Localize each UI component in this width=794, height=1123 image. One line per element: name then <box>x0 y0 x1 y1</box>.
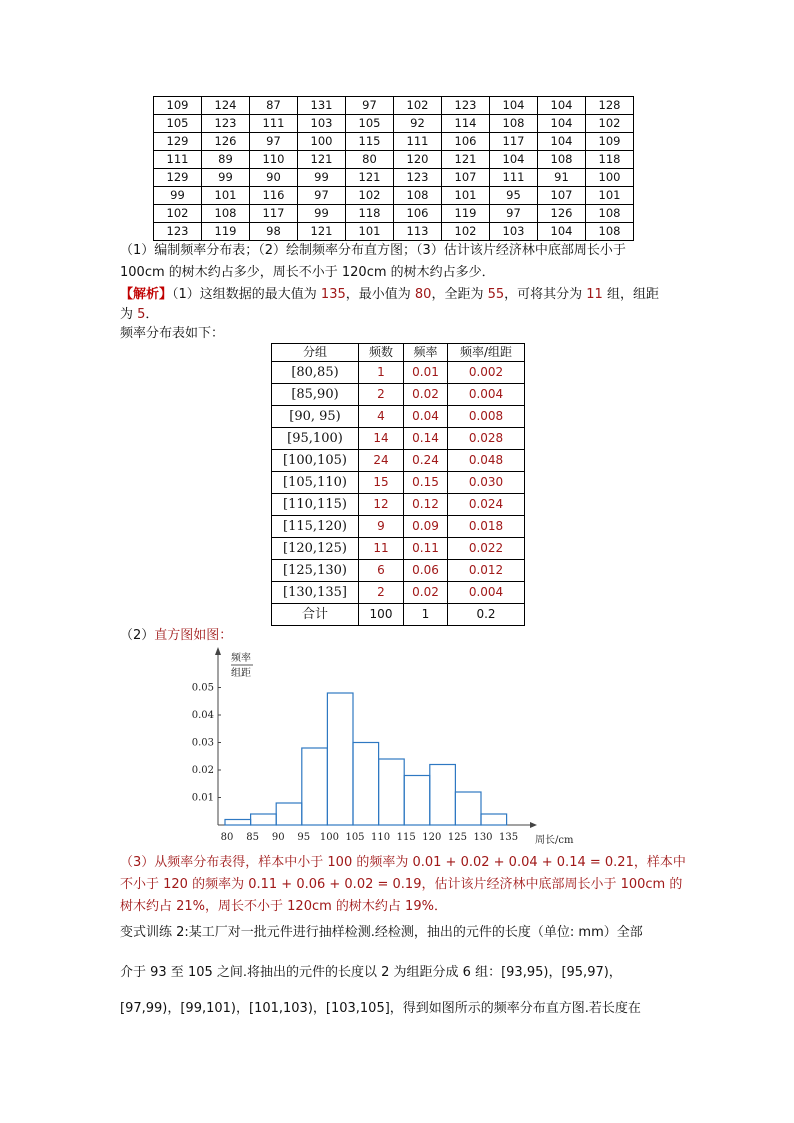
caption-text: 直方图如图： <box>154 628 233 643</box>
table-cell: 104 <box>490 97 538 115</box>
table-cell: 0.004 <box>448 582 525 604</box>
table-cell: 92 <box>394 115 442 133</box>
analysis-text: （1）这组数据的最大值为 <box>172 287 321 302</box>
table-cell: 119 <box>442 205 490 223</box>
histogram-bar <box>353 743 379 826</box>
table-cell: 108 <box>202 205 250 223</box>
table-cell: 0.12 <box>404 494 448 516</box>
table-cell: 0.04 <box>404 406 448 428</box>
table-cell: 97 <box>298 187 346 205</box>
table-cell: 0.2 <box>448 604 525 626</box>
table-cell: 121 <box>442 151 490 169</box>
table-cell: 109 <box>586 133 634 151</box>
table-cell: 111 <box>394 133 442 151</box>
table-cell: 0.09 <box>404 516 448 538</box>
table-cell: 合计 <box>272 604 359 626</box>
table-cell: 111 <box>154 151 202 169</box>
table-cell: 102 <box>154 205 202 223</box>
table-header-cell: 频数 <box>359 344 404 362</box>
table-cell: 108 <box>394 187 442 205</box>
table-cell: 97 <box>250 133 298 151</box>
table-cell: 117 <box>250 205 298 223</box>
table-header-cell: 分组 <box>272 344 359 362</box>
table-cell: 103 <box>298 115 346 133</box>
table-row <box>272 450 525 472</box>
table-cell: 108 <box>586 205 634 223</box>
table-row <box>272 428 525 450</box>
table-cell: 100 <box>298 133 346 151</box>
frequency-histogram <box>185 645 585 850</box>
table-cell: 0.14 <box>404 428 448 450</box>
x-tick-label: 95 <box>297 832 311 843</box>
x-axis-arrow <box>530 822 537 828</box>
table-cell: 102 <box>586 115 634 133</box>
analysis-line-1 <box>120 284 659 306</box>
table-cell: 102 <box>442 223 490 241</box>
table-cell: 99 <box>298 205 346 223</box>
table-cell: 110 <box>250 151 298 169</box>
table-cell: 2 <box>359 384 404 406</box>
table-cell: 131 <box>298 97 346 115</box>
part3-line-1: （3）从频率分布表得，样本中小于 100 的频率为 0.01 + 0.02 + 0.04 + 0.14 = 0.21，样本中 <box>120 855 686 870</box>
table-row <box>154 223 634 241</box>
table-cell: 123 <box>202 115 250 133</box>
table-cell: 1 <box>359 362 404 384</box>
histogram-bar <box>276 803 302 825</box>
table-cell: 80 <box>346 151 394 169</box>
analysis-text: ，全距为 <box>431 287 488 302</box>
table-cell: 106 <box>394 205 442 223</box>
histogram-bar <box>481 814 507 825</box>
table-cell: 101 <box>346 223 394 241</box>
table-cell: 97 <box>490 205 538 223</box>
table-header-cell: 频率/组距 <box>448 344 525 362</box>
table-cell: 116 <box>250 187 298 205</box>
table-cell: 101 <box>202 187 250 205</box>
table-cell: 6 <box>359 560 404 582</box>
histogram-bar <box>251 814 277 825</box>
table-cell: 12 <box>359 494 404 516</box>
table-cell: 102 <box>346 187 394 205</box>
table-cell: 108 <box>586 223 634 241</box>
table-cell: 106 <box>442 133 490 151</box>
table-cell: 14 <box>359 428 404 450</box>
table-cell: 100 <box>586 169 634 187</box>
table-row <box>154 115 634 133</box>
table-cell: 97 <box>346 97 394 115</box>
y-tick-label: 0.02 <box>191 765 214 776</box>
table-cell: 101 <box>586 187 634 205</box>
min-value: 80 <box>414 287 432 302</box>
frequency-table <box>271 343 525 626</box>
table-cell: 109 <box>154 97 202 115</box>
table-row <box>272 604 525 626</box>
table-cell: 102 <box>394 97 442 115</box>
table-cell: 0.048 <box>448 450 525 472</box>
table-row <box>272 538 525 560</box>
x-tick-label: 80 <box>220 832 234 843</box>
table-cell: 114 <box>442 115 490 133</box>
x-tick-label: 85 <box>246 832 259 843</box>
y-tick-label: 0.04 <box>191 710 214 721</box>
table-cell: [115,120) <box>272 516 359 538</box>
table-row <box>272 384 525 406</box>
histogram-bar <box>327 693 353 825</box>
table-cell: 104 <box>538 97 586 115</box>
table-cell: 0.15 <box>404 472 448 494</box>
max-value: 135 <box>320 287 346 302</box>
table-cell: 24 <box>359 450 404 472</box>
y-axis-label-top: 频率 <box>231 653 251 664</box>
histogram-bar <box>225 820 251 826</box>
table-cell: [125,130) <box>272 560 359 582</box>
histogram-caption <box>120 625 232 647</box>
histogram-bar <box>404 776 430 826</box>
y-axis-arrow <box>215 647 221 655</box>
table-cell: 0.030 <box>448 472 525 494</box>
variant-line-3: [97,99)，[99,101)，[101,103)，[103,105]，得到如图所示的频率分布直方图.若长度在 <box>120 1001 641 1016</box>
table-cell: 100 <box>359 604 404 626</box>
x-tick-label: 110 <box>371 832 391 843</box>
table-cell: 1 <box>404 604 448 626</box>
table-header-row <box>272 344 525 362</box>
table-cell: 103 <box>490 223 538 241</box>
table-cell: 101 <box>442 187 490 205</box>
raw-data-table <box>153 96 634 241</box>
table-cell: 0.022 <box>448 538 525 560</box>
table-cell: 99 <box>298 169 346 187</box>
table-cell: [95,100) <box>272 428 359 450</box>
table-cell: [90, 95) <box>272 406 359 428</box>
table-cell: 113 <box>394 223 442 241</box>
table-cell: 120 <box>394 151 442 169</box>
table-cell: 11 <box>359 538 404 560</box>
table-cell: 0.02 <box>404 582 448 604</box>
y-axis-label-bottom: 组距 <box>231 668 251 679</box>
table-cell: 123 <box>442 97 490 115</box>
freq-table-caption: 频率分布表如下： <box>120 326 225 341</box>
table-cell: 123 <box>394 169 442 187</box>
table-cell: 129 <box>154 169 202 187</box>
table-row <box>154 151 634 169</box>
table-row <box>154 97 634 115</box>
table-cell: 124 <box>202 97 250 115</box>
table-row <box>272 582 525 604</box>
table-cell: 105 <box>154 115 202 133</box>
analysis-text: ． <box>145 307 159 322</box>
histogram-bar <box>430 765 456 826</box>
table-cell: 15 <box>359 472 404 494</box>
table-cell: 107 <box>442 169 490 187</box>
x-tick-label: 135 <box>499 832 519 843</box>
x-tick-label: 130 <box>473 832 493 843</box>
table-cell: [105,110) <box>272 472 359 494</box>
analysis-text: 为 <box>120 307 138 322</box>
x-tick-label: 115 <box>396 832 416 843</box>
question-line-2: 100cm 的树木约占多少，周长不小于 120cm 的树木约占多少． <box>120 265 495 280</box>
table-cell: 128 <box>586 97 634 115</box>
table-cell: 118 <box>586 151 634 169</box>
range-value: 55 <box>487 287 505 302</box>
table-cell: 99 <box>154 187 202 205</box>
table-cell: 2 <box>359 582 404 604</box>
y-tick-label: 0.05 <box>191 682 214 694</box>
table-row <box>272 362 525 384</box>
table-cell: 89 <box>202 151 250 169</box>
question-line-1: （1）编制频率分布表；（2）绘制频率分布直方图；（3）估计该片经济林中底部周长小于 <box>120 243 626 258</box>
y-tick-label: 0.03 <box>191 737 214 749</box>
table-cell: 104 <box>538 133 586 151</box>
table-row <box>272 406 525 428</box>
table-cell: [120,125) <box>272 538 359 560</box>
x-tick-label: 105 <box>345 832 365 843</box>
y-tick-label: 0.01 <box>191 792 214 804</box>
table-cell: 107 <box>538 187 586 205</box>
x-tick-label: 125 <box>447 832 467 843</box>
table-cell: 9 <box>359 516 404 538</box>
analysis-tag: 【解析】 <box>120 287 173 302</box>
table-cell: 118 <box>346 205 394 223</box>
width-value: 5 <box>137 307 146 322</box>
table-row <box>154 187 634 205</box>
x-tick-label: 100 <box>319 832 339 843</box>
table-header-cell: 频率 <box>404 344 448 362</box>
table-cell: 121 <box>298 223 346 241</box>
table-row <box>272 560 525 582</box>
table-row <box>272 472 525 494</box>
table-cell: 0.002 <box>448 362 525 384</box>
x-axis-label: 周长/cm <box>535 835 574 846</box>
table-row <box>272 516 525 538</box>
table-cell: 0.024 <box>448 494 525 516</box>
analysis-text: 组，组距 <box>602 287 659 302</box>
table-cell: 0.02 <box>404 384 448 406</box>
table-cell: 0.01 <box>404 362 448 384</box>
table-cell: [85,90) <box>272 384 359 406</box>
table-cell: 111 <box>250 115 298 133</box>
variant-line-2: 介于 93 至 105 之间.将抽出的元件的长度以 2 为组距分成 6 组：[93,95)，[95,97)， <box>120 965 622 980</box>
table-cell: 115 <box>346 133 394 151</box>
table-cell: 108 <box>538 151 586 169</box>
table-cell: 121 <box>298 151 346 169</box>
table-cell: 105 <box>346 115 394 133</box>
table-cell: 0.018 <box>448 516 525 538</box>
table-cell: 0.004 <box>448 384 525 406</box>
table-cell: 95 <box>490 187 538 205</box>
table-cell: 129 <box>154 133 202 151</box>
table-cell: 0.06 <box>404 560 448 582</box>
histogram-bar <box>455 792 481 825</box>
table-cell: 0.012 <box>448 560 525 582</box>
table-cell: 126 <box>202 133 250 151</box>
table-cell: 126 <box>538 205 586 223</box>
table-cell: 90 <box>250 169 298 187</box>
part3-line-2: 不小于 120 的频率为 0.11 + 0.06 + 0.02 = 0.19，估计该片经济林中底部周长小于 100cm 的 <box>120 877 683 892</box>
table-row <box>154 169 634 187</box>
table-cell: 123 <box>154 223 202 241</box>
table-cell: 104 <box>490 151 538 169</box>
table-cell: [80,85) <box>272 362 359 384</box>
table-cell: 108 <box>490 115 538 133</box>
table-cell: 98 <box>250 223 298 241</box>
caption-text: （2） <box>120 628 155 643</box>
groups-value: 11 <box>586 287 603 302</box>
table-cell: 0.008 <box>448 406 525 428</box>
table-cell: [130,135] <box>272 582 359 604</box>
part3-line-3: 树木约占 21%，周长不小于 120cm 的树木约占 19%． <box>120 899 447 914</box>
table-cell: 119 <box>202 223 250 241</box>
table-cell: 111 <box>490 169 538 187</box>
table-cell: 91 <box>538 169 586 187</box>
table-cell: 121 <box>346 169 394 187</box>
analysis-text: ，最小值为 <box>345 287 415 302</box>
table-cell: [110,115) <box>272 494 359 516</box>
analysis-text: ，可将其分为 <box>504 287 587 302</box>
table-cell: 99 <box>202 169 250 187</box>
histogram-bar <box>379 759 405 825</box>
histogram-bar <box>302 748 328 825</box>
x-tick-label: 120 <box>422 832 442 843</box>
table-cell: 4 <box>359 406 404 428</box>
table-cell: 104 <box>538 223 586 241</box>
table-cell: 0.11 <box>404 538 448 560</box>
table-cell: [100,105) <box>272 450 359 472</box>
table-cell: 104 <box>538 115 586 133</box>
table-row <box>154 133 634 151</box>
table-row <box>272 494 525 516</box>
x-tick-label: 90 <box>271 832 285 843</box>
table-cell: 0.24 <box>404 450 448 472</box>
table-cell: 117 <box>490 133 538 151</box>
variant-line-1: 变式训练 2:某工厂对一批元件进行抽样检测.经检测，抽出的元件的长度（单位: mm）全部 <box>120 925 643 940</box>
table-cell: 0.028 <box>448 428 525 450</box>
table-row <box>154 205 634 223</box>
table-cell: 87 <box>250 97 298 115</box>
